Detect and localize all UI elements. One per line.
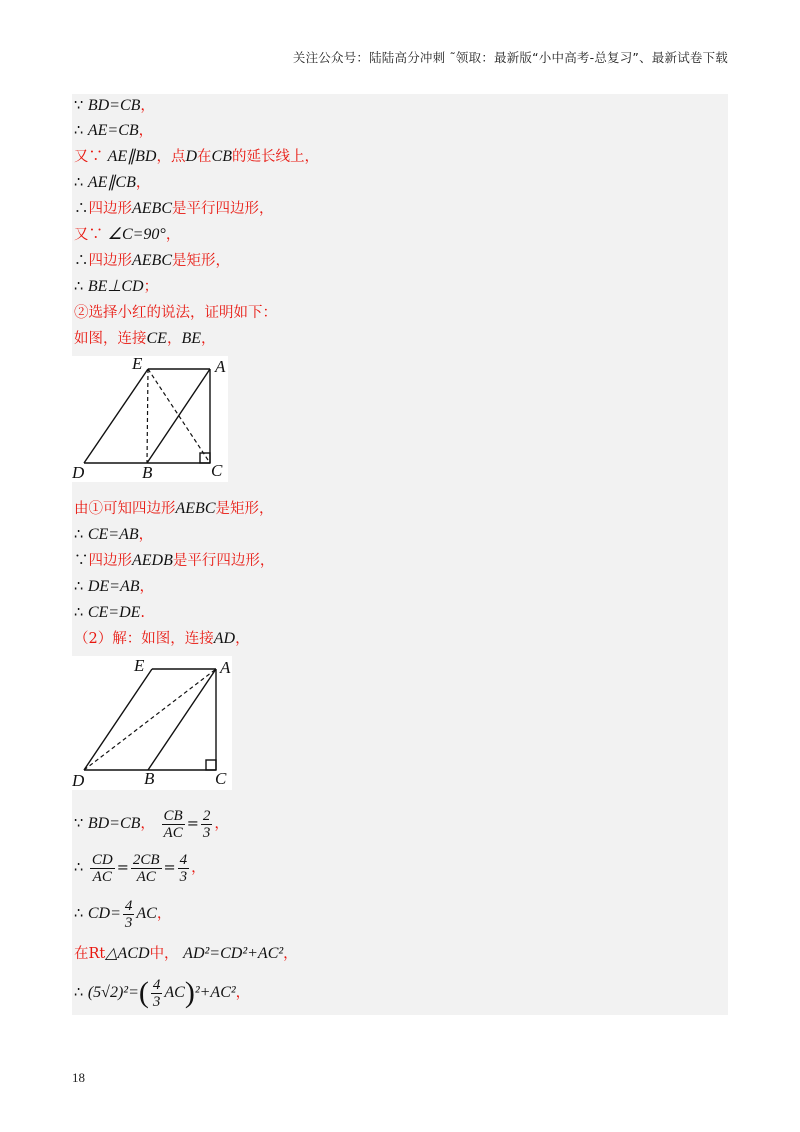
line-3: 又∵ AE∥BD，点D在CB的延长线上，	[74, 148, 319, 165]
line-19: ∴ CD= $\frac{4}{3}$ AC，	[74, 897, 172, 931]
fig2-label-c: C	[215, 769, 227, 788]
fig1-label-a: A	[215, 357, 226, 376]
fig1-label-b: B	[142, 463, 153, 482]
figure-1	[72, 356, 228, 482]
line-10: 如图，连接CE，BE，	[74, 330, 216, 347]
page-header: 关注公众号：陆陆高分冲刺 ˜领取：最新版“小中高考-总复习”、最新试卷下载	[292, 50, 728, 65]
fig2-label-e: E	[134, 656, 145, 675]
line-5: ∴四边形AEBC是平行四边形，	[74, 200, 274, 217]
line-18: ∴ $\frac{CD}{AC}$ = $\frac{2CB}{AC}$ = $\frac{4}{3}$ ，	[74, 851, 206, 885]
line-20: 在Rt△ACD中， AD²=CD²+AC²，	[74, 945, 298, 962]
fig2-label-d: D	[72, 771, 85, 790]
line-11: 由①可知四边形AEBC是矩形，	[74, 500, 274, 517]
line-8: ∴ BE⊥CD；	[74, 278, 159, 295]
line-15: ∴ CE=DE.	[74, 604, 146, 621]
line-7: ∴四边形AEBC是矩形，	[74, 252, 230, 269]
fig1-label-c: C	[211, 461, 223, 480]
fig2-label-b: B	[144, 769, 155, 788]
line-9: ②选择小红的说法，证明如下：	[74, 305, 277, 321]
line-1: ∵ BD=CB，	[74, 97, 155, 114]
line-13: ∵四边形AEDB是平行四边形，	[74, 552, 275, 569]
line-2: ∴ AE=CB，	[74, 122, 154, 139]
fig1-label-e: E	[132, 356, 143, 373]
page-number: 18	[72, 1070, 85, 1085]
line-14: ∴ DE=AB，	[74, 578, 155, 595]
figure-2	[72, 656, 232, 790]
line-17: ∵ BD=CB， $\frac{CB}{AC}$ = $\frac{2}{3}$ ，	[74, 807, 229, 841]
line-4: ∴ AE∥CB，	[74, 174, 151, 191]
line-21: ∴ (5√2)²=( $\frac{4}{3}$ AC)²+AC²，	[74, 976, 251, 1010]
line-12: ∴ CE=AB，	[74, 526, 154, 543]
line-6: 又∵ ∠C=90°，	[74, 226, 181, 243]
solution-panel	[72, 94, 728, 1015]
line-16: （2）解：如图，连接AD，	[74, 630, 250, 647]
fig2-label-a: A	[220, 658, 231, 677]
fig1-label-d: D	[72, 463, 85, 482]
